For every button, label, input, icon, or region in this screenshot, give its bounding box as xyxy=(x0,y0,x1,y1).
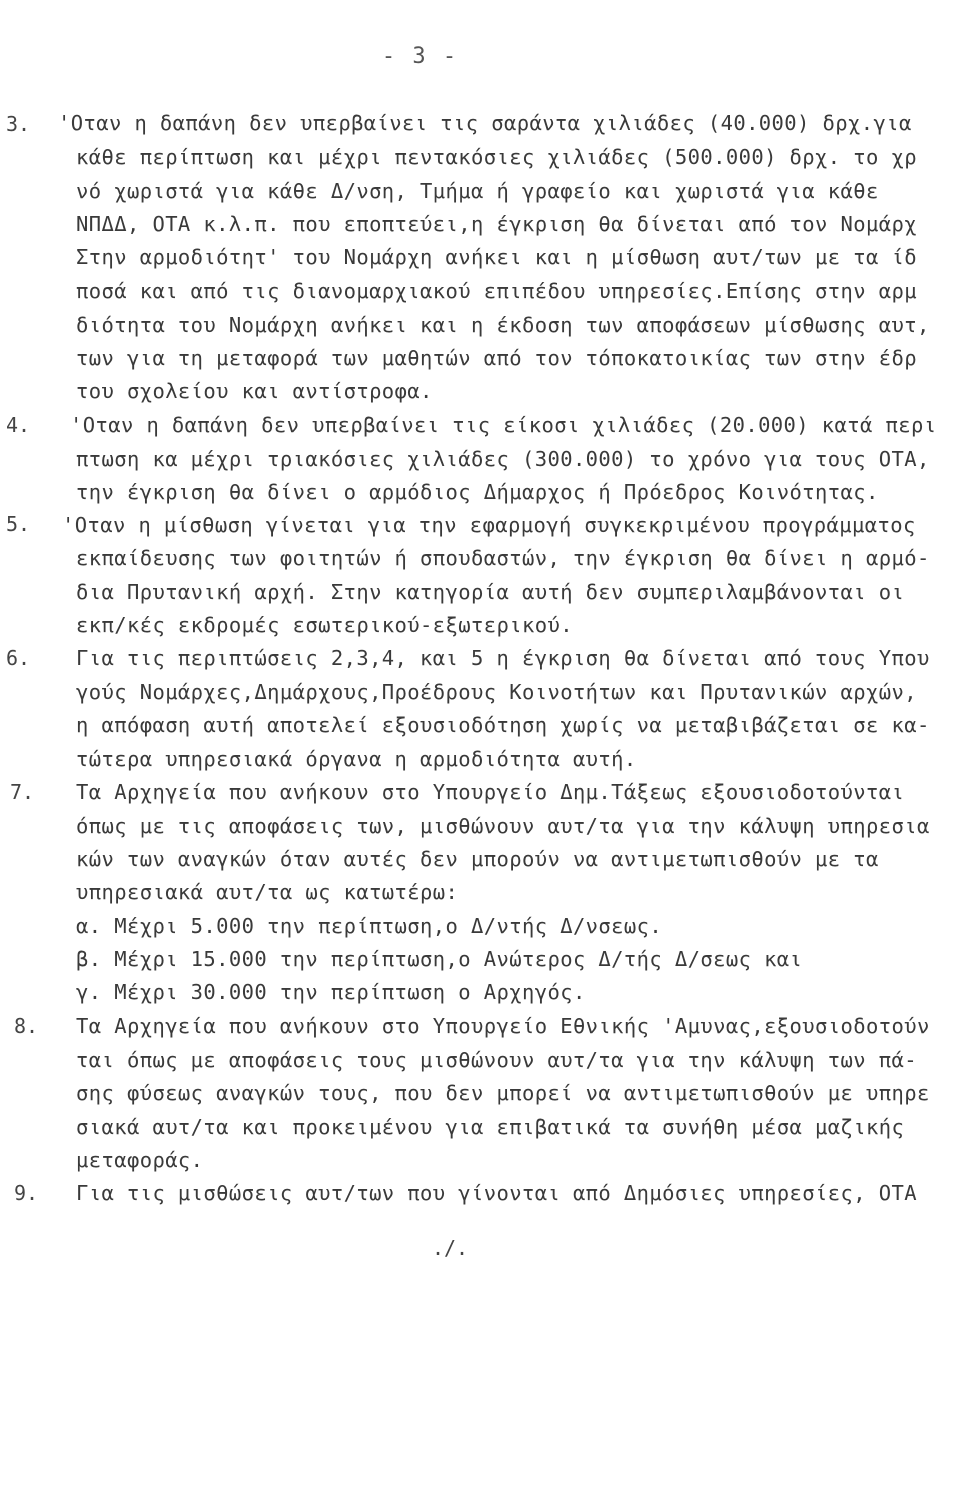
item-line: του σχολείου και αντίστροφα. xyxy=(76,379,433,403)
item-number: 3. xyxy=(6,112,31,136)
item-line: δια Πρυτανική αρχή. Στην κατηγορία αυτή δεν συμπεριλαμβάνονται οι xyxy=(76,580,905,604)
item-line: 'Οταν η δαπάνη δεν υπερβαίνει τις σαράντα χιλιάδες (40.000) δρχ.για xyxy=(58,111,912,135)
item-line: πτωση κα μέχρι τριακόσιες χιλιάδες (300.000) το χρόνο για τους ΟΤΑ, xyxy=(76,447,930,471)
page-number: - 3 - xyxy=(381,44,459,69)
item-line: εκπαίδευσης των φοιτητών ή σπουδαστών, την έγκριση θα δίνει η αρμό- xyxy=(76,546,930,570)
item-line: β. Μέχρι 15.000 την περίπτωση,ο Ανώτερος Δ/τής Δ/σεως και xyxy=(76,947,803,971)
item-number: 8. xyxy=(14,1014,39,1038)
item-line: ται όπως με αποφάσεις τους μισθώνουν αυτ/τα για την κάλυψη των πά- xyxy=(76,1048,917,1072)
item-line: των για τη μεταφορά των μαθητών από τον τόποκατοικίας των στην έδρ xyxy=(76,346,917,370)
item-line: την έγκριση θα δίνει ο αρμόδιος Δήμαρχος ή Πρόεδρος Κοινότητας. xyxy=(76,480,879,504)
item-line: κών των αναγκών όταν αυτές δεν μπορούν να αντιμετωπισθούν με τα xyxy=(76,847,879,871)
item-line: Τα Αρχηγεία που ανήκουν στο Υπουργείο Εθνικής 'Αμυνας,εξουσιοδοτούν xyxy=(76,1014,930,1038)
item-line: 'Οταν η δαπάνη δεν υπερβαίνει τις είκοσι χιλιάδες (20.000) κατά περι xyxy=(70,413,937,437)
item-line: εκπ/κές εκδρομές εσωτερικού-εξωτερικού. xyxy=(76,613,573,637)
item-line: τώτερα υπηρεσιακά όργανα η αρμοδιότητα αυτή. xyxy=(76,747,637,771)
item-line: ποσά και από τις διανομαρχιακού επιπέδου υπηρεσίες.Επίσης στην αρμ xyxy=(76,279,917,303)
item-number: 7. xyxy=(10,780,35,804)
item-number: 6. xyxy=(6,646,31,670)
item-line: α. Μέχρι 5.000 την περίπτωση,ο Δ/ντής Δ/νσεως. xyxy=(76,914,663,938)
item-line: γούς Νομάρχες,Δημάρχους,Προέδρους Κοινοτήτων και Πρυτανικών αρχών, xyxy=(76,680,917,704)
item-line: Τα Αρχηγεία που ανήκουν στο Υπουργείο Δημ.Τάξεως εξουσιοδοτούνται xyxy=(76,780,905,804)
item-line: Στην αρμοδιότητ' του Νομάρχη ανήκει και η μίσθωση αυτ/των με τα ίδ xyxy=(76,245,917,269)
item-number: 5. xyxy=(6,512,31,536)
item-line: σιακά αυτ/τα και προκειμένου για επιβατικά τα συνήθη μέσα μαζικής xyxy=(76,1115,905,1139)
item-line: 'Οταν η μίσθωση γίνεται για την εφαρμογή συγκεκριμένου προγράμματος xyxy=(62,513,916,537)
item-line: όπως με τις αποφάσεις των, μισθώνουν αυτ/τα για την κάλυψη υπηρεσια xyxy=(76,814,930,838)
item-line: διότητα του Νομάρχη ανήκει και η έκδοση των αποφάσεων μίσθωσης αυτ, xyxy=(76,313,930,337)
item-line: σης φύσεως αναγκών τους, που δεν μπορεί να αντιμετωπισθούν με υπηρε xyxy=(76,1081,930,1105)
item-line: ΝΠΔΔ, ΟΤΑ κ.λ.π. που εποπτεύει,η έγκριση θα δίνεται από τον Νομάρχ xyxy=(76,212,917,236)
item-line: Για τις μισθώσεις αυτ/των που γίνονται από Δημόσιες υπηρεσίες, ΟΤΑ xyxy=(76,1181,917,1205)
item-line: υπηρεσιακά αυτ/τα ως κατωτέρω: xyxy=(76,880,459,904)
item-line: Για τις περιπτώσεις 2,3,4, και 5 η έγκριση θα δίνεται από τους Υπου xyxy=(76,646,930,670)
item-number: 9. xyxy=(14,1181,39,1205)
item-number: 4. xyxy=(6,413,31,437)
item-line: κάθε περίπτωση και μέχρι πεντακόσιες χιλιάδες (500.000) δρχ. το χρ xyxy=(76,145,917,169)
continuation-mark: ./. xyxy=(431,1236,469,1260)
item-line: μεταφοράς. xyxy=(76,1148,204,1172)
item-line: η απόφαση αυτή αποτελεί εξουσιοδότηση χωρίς να μεταβιβάζεται σε κα- xyxy=(76,713,930,737)
item-line: νό χωριστά για κάθε Δ/νση, Τμήμα ή γραφείο και χωριστά για κάθε xyxy=(76,179,879,203)
item-line: γ. Μέχρι 30.000 την περίπτωση ο Αρχηγός. xyxy=(76,980,586,1004)
